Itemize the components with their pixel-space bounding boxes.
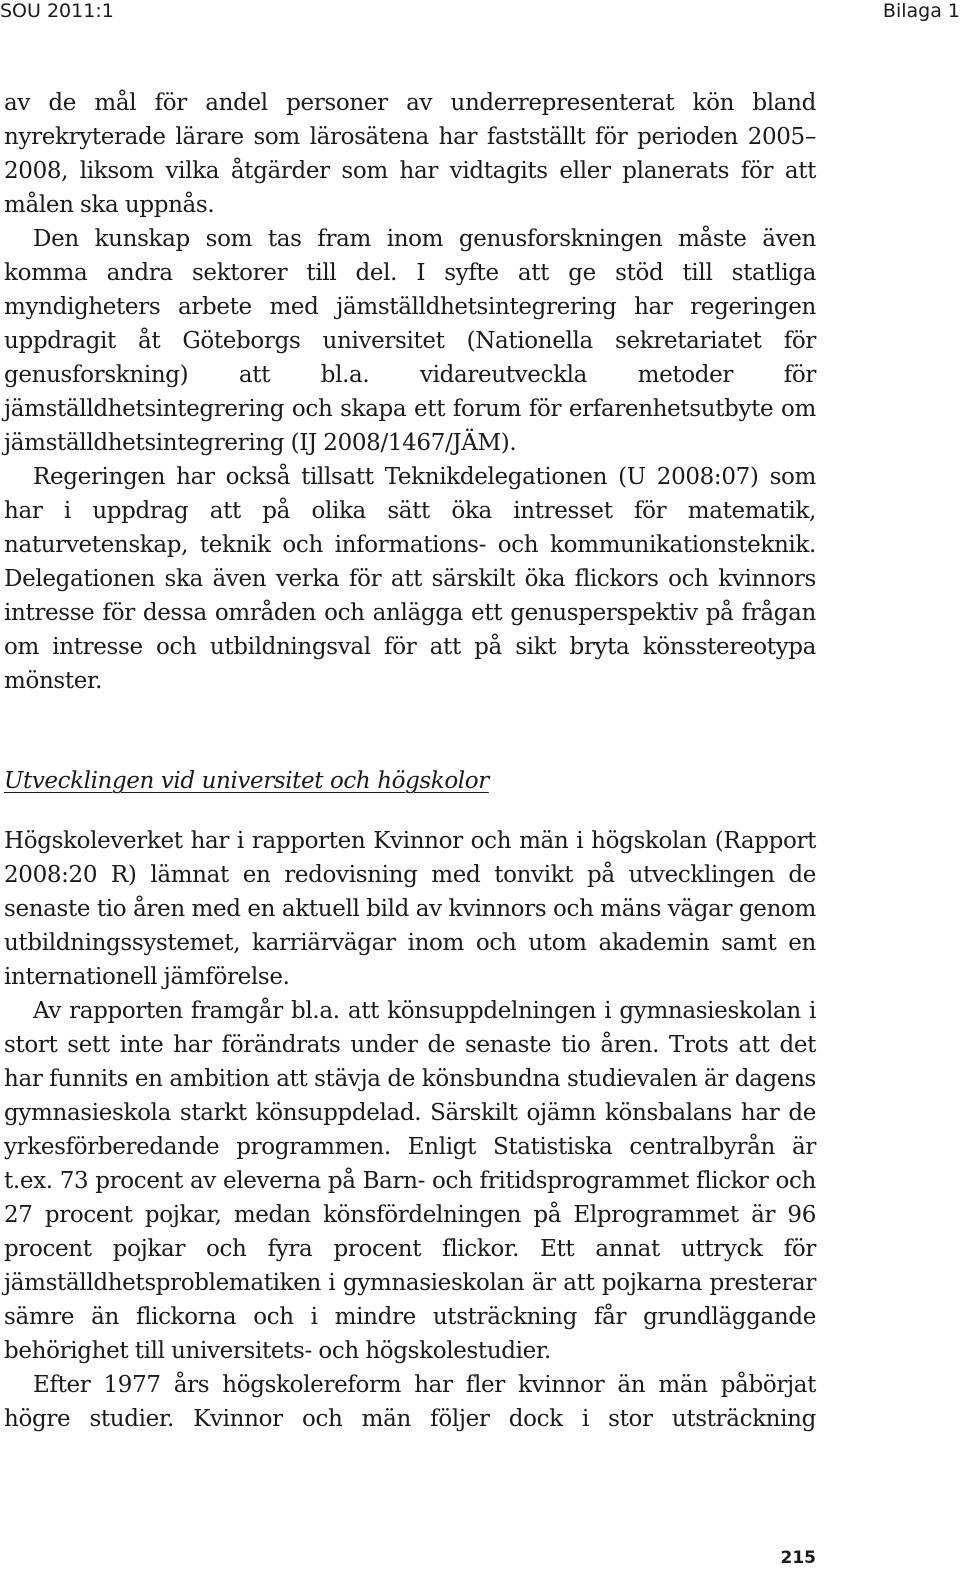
paragraph-continuation: I syfte att ge stöd till statliga myndigheters arbete med jämställdhetsintegrering har regeringen uppdragit åt Göteborgs universitet (Nationella sekretariatet för genusforskning) att bl.a. vidareutveckla metoder för jämställdhetsintegrering och skapa ett forum för erfarenhetsutbyte om jämställdhetsintegrering (IJ 2008/1467/JÄM). (4, 260, 817, 456)
paragraph: Högskoleverket har i rapporten Kvinnor och män i högskolan (Rapport 2008:20 R) lämnat en redovisning med tonvikt på utvecklingen de senaste tio åren med en aktuell bild av kvinnors och mäns vägar genom utbildningssystemet, karriärvägar inom och utom akademin samt en internationell jämförelse. (4, 828, 816, 990)
paragraph: Regeringen har också tillsatt Teknikdelegationen (U 2008:07) som har i uppdrag att på olika sätt öka intresset för matematik, naturvetenskap, teknik och informations- och kommunikationsteknik. Delegationen ska även verka för att särskilt öka flickors och kvinnors intresse för dessa områden och anlägga ett genusperspektiv på frågan om intresse och utbildningsval för att på sikt bryta könsstereotypa mönster. (4, 464, 816, 694)
paragraph: av de mål för andel personer av underrepresenterat kön bland nyrekryterade lärare som lärosätena har fastställt för perioden 2005–2008, liksom vilka åtgärder som har vidtagits eller planerats för att målen ska uppnås. (4, 90, 816, 218)
section-heading: Utvecklingen vid universitet och högskolor (4, 768, 489, 794)
running-header (0, 0, 960, 22)
page-number: 215 (780, 1548, 816, 1568)
body-section-1 (4, 86, 816, 698)
paragraph: Av rapporten framgår bl.a. att könsuppdelningen i gymnasieskolan i stort sett inte har förändrats under de senaste tio åren. Trots att det har funnits en ambition att stävja de könsbundna studievalen är dagens gymnasieskola starkt könsuppdelad. Särskilt ojämn könsbalans har de yrkesförberedande programmen. Enligt Statistiska centralbyrån är t.ex. 73 procent av eleverna på Barn- och fritidsprogrammet flickor och 27 procent pojkar, medan könsfördelningen på Elprogrammet är 96 procent pojkar och fyra procent flickor. Ett annat uttryck för jämställdhetsproblematiken i gymnasieskolan är att pojkarna presterar sämre än flickorna och i mindre utsträckning får grundläggande behörighet till universitets- och högskolestudier. (4, 998, 816, 1364)
body-section-2 (4, 824, 816, 1436)
appendix-label: Bilaga 1 (882, 0, 960, 22)
document-series-label: SOU 2011:1 (0, 0, 114, 22)
paragraph-sentence: Den kunskap som tas fram inom genusforskningen måste även komma andra sektorer till del. (4, 226, 816, 286)
paragraph (4, 222, 816, 460)
paragraph: Efter 1977 års högskolereform har fler kvinnor än män påbörjat högre studier. Kvinnor och män följer dock i stor utsträckning (4, 1372, 816, 1432)
